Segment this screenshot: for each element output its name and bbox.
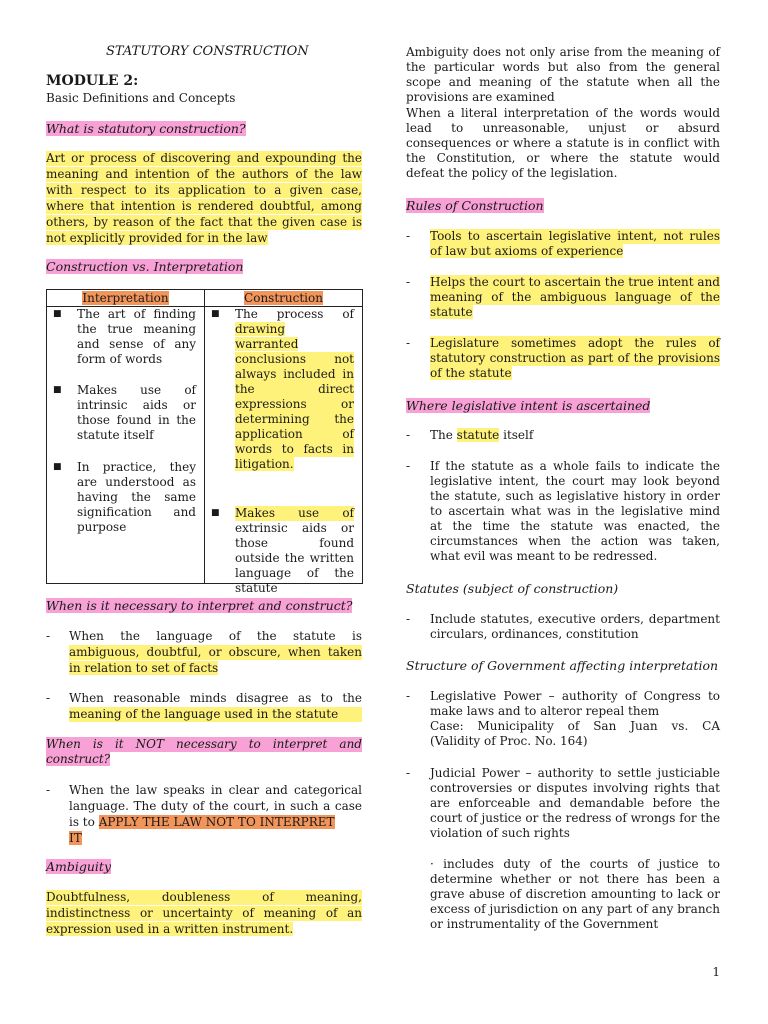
item-line: When the law speaks in clear and categorical: [69, 783, 362, 797]
emphasis-text: IT: [69, 831, 82, 845]
cell-line: determining the: [235, 412, 354, 426]
cell-line: drawing: [235, 322, 286, 336]
bullet-icon: ■: [53, 309, 62, 319]
cell-line: litigation.: [235, 457, 294, 471]
paragraph-line: scope and meaning of the statute when all the: [406, 75, 720, 89]
dash-bullet: -: [406, 336, 411, 350]
table-header-construction: Construction: [244, 291, 323, 305]
bullet-icon: ■: [211, 309, 220, 319]
item-line: When the language of the statute is: [69, 629, 362, 643]
heading-line: construct?: [46, 752, 111, 766]
paragraph-line: Ambiguity does not only arise from the meaning of: [406, 45, 720, 59]
item-line: meaning of the ambiguous language of the: [430, 290, 720, 304]
cell-line: warranted: [235, 337, 299, 351]
item-line: (Validity of Proc. No. 164): [430, 734, 588, 748]
item-line: Include statutes, executive orders, department: [430, 612, 720, 626]
cell-line: The art of finding: [77, 307, 196, 321]
item-line: court of justice or the redress of wrongs for the: [430, 811, 721, 825]
item-line: at the time the statute was enacted, the: [430, 519, 720, 533]
dash-bullet: -: [406, 459, 411, 473]
construction-cell: [205, 307, 362, 595]
item-line: the statute, such as legislative history in order: [430, 489, 720, 503]
cell-line: and sense of any: [77, 337, 196, 351]
cell-line: language of the: [235, 566, 354, 580]
dash-bullet: -: [406, 229, 411, 243]
cell-line: those found: [235, 536, 354, 550]
item-line: what evil was meant to be redressed.: [430, 549, 658, 563]
paragraph-line: consequences or where a statute is in conflict with: [406, 136, 720, 150]
item-line: violation of such rights: [430, 826, 570, 840]
item-line: make laws and to alteror repeal them: [430, 704, 660, 718]
construction-vs-interpretation-heading: Construction vs. Interpretation: [46, 259, 244, 274]
item-line: are enforceable and demandable before the: [430, 796, 720, 810]
cell-line: words to facts in: [235, 442, 354, 456]
rules-of-construction-heading: Rules of Construction: [406, 198, 544, 213]
cell-line: application of: [235, 427, 354, 441]
paragraph-line: lead to unreasonable, unjust or absurd: [406, 121, 720, 135]
module-subtitle: Basic Definitions and Concepts: [46, 91, 236, 105]
cell-line: conclusions not: [235, 352, 354, 366]
highlighted-word: statute: [456, 428, 500, 442]
item-line: of the statute: [430, 366, 512, 380]
cell-line: expressions or: [235, 397, 354, 411]
item-line: determine whether or not there has been a: [430, 872, 720, 886]
definition-line: others, by reason of the fact that the given case is: [46, 215, 362, 229]
definition-line: with respect to its application to a given case,: [46, 183, 362, 197]
item-line: When reasonable minds disagree as to the: [69, 691, 362, 705]
dash-bullet: -: [406, 689, 411, 703]
item-line: meaning of the language used in the statute: [69, 707, 362, 722]
item-line: Legislature sometimes adopt the rules of: [430, 336, 720, 350]
definition-line: Art or process of discovering and expounding the: [46, 151, 362, 165]
item-line: Tools to ascertain legislative intent, not rules: [430, 229, 720, 243]
paragraph-line: When a literal interpretation of the words would: [406, 106, 720, 120]
legislative-intent-heading: Where legislative intent is ascertained: [406, 398, 651, 413]
cell-line: The process of: [235, 307, 354, 321]
question-when-necessary: When is it necessary to interpret and construct?: [46, 598, 353, 613]
dash-bullet: -: [406, 428, 411, 442]
paragraph-line: provisions are examined: [406, 90, 555, 104]
cell-line: intrinsic aids or: [77, 398, 196, 412]
item-line: in relation to set of facts: [69, 661, 219, 675]
item-line: If the statute as a whole fails to indicate the: [430, 459, 720, 473]
item-line: controversies or disputes involving rights that: [430, 781, 720, 795]
bullet-icon: ■: [53, 385, 62, 395]
page-number: 1: [712, 965, 720, 979]
bullet-icon: ■: [53, 462, 62, 472]
item-line: circulars, ordinances, constitution: [430, 627, 639, 641]
module-heading: MODULE 2:: [46, 73, 139, 89]
dash-bullet: -: [406, 766, 411, 780]
paragraph-line: the Constitution, or where the statute would: [406, 151, 720, 165]
dash-bullet: -: [406, 612, 411, 626]
cell-line: those found in the: [77, 413, 196, 427]
comparison-table: [46, 289, 363, 595]
cell-line: Makes use of: [235, 506, 354, 520]
cell-line: statute itself: [77, 428, 154, 442]
item-line: legislative intent, the court may look beyond: [430, 474, 720, 488]
item-line: grave abuse of discretion amounting to lack or: [430, 887, 720, 901]
cell-line: the true meaning: [77, 322, 196, 336]
definition-line: indistinctness or uncertainty of meaning of an: [46, 906, 362, 920]
dash-bullet: -: [46, 783, 51, 797]
cell-line: having the same: [77, 490, 196, 504]
paragraph-line: defeat the policy of the legislation.: [406, 166, 618, 180]
ambiguity-heading: Ambiguity: [46, 859, 112, 874]
table-header-interpretation: Interpretation: [82, 291, 169, 305]
item-line: Helps the court to ascertain the true intent and: [430, 275, 720, 289]
item-line: Legislative Power – authority of Congress to: [430, 689, 720, 703]
item-line: or instrumentality of the Government: [430, 917, 659, 931]
definition-line: not explicitly provided for in the law: [46, 231, 268, 245]
item-line: ambiguous, doubtful, or obscure, when taken: [69, 645, 362, 659]
cell-line: outside the written: [235, 551, 354, 565]
item-line: Case: Municipality of San Juan vs. CA: [430, 719, 720, 733]
item-line: of law but axioms of experience: [430, 244, 624, 258]
item-line: excess of jurisdiction on any part of any branch: [430, 902, 720, 916]
cell-line: statute: [235, 581, 278, 595]
cell-line: signification and: [77, 505, 196, 519]
cell-line: form of words: [77, 352, 163, 366]
interpretation-cell: [47, 307, 204, 583]
item-line: is to: [69, 815, 95, 829]
item-line: language. The duty of the court, in such a case: [69, 799, 362, 813]
item-line: statutory construction as part of the provisions: [430, 351, 720, 365]
document-title: STATUTORY CONSTRUCTION: [106, 44, 309, 59]
dash-bullet: -: [406, 275, 411, 289]
cell-line: extrinsic aids or: [235, 521, 354, 535]
statutes-heading: Statutes (subject of construction): [406, 581, 619, 596]
item-line: statute: [430, 305, 473, 319]
cell-line: Makes use of: [77, 383, 196, 397]
cell-line: the direct: [235, 382, 354, 396]
cell-line: always included in: [235, 367, 354, 381]
heading-line: When is it NOT necessary to interpret and: [46, 737, 362, 751]
cell-line: In practice, they: [77, 460, 196, 474]
emphasis-text: APPLY THE LAW NOT TO INTERPRET: [98, 815, 335, 829]
question-statutory-construction: What is statutory construction?: [46, 121, 246, 136]
structure-government-heading: Structure of Government affecting interpretation: [406, 658, 719, 673]
item-line: · includes duty of the courts of justice to: [430, 857, 720, 871]
bullet-icon: ■: [211, 508, 220, 518]
item-line: Judicial Power – authority to settle justiciable: [430, 766, 720, 780]
dash-bullet: -: [46, 691, 51, 705]
definition-line: expression used in a written instrument.: [46, 922, 294, 936]
item-line: to ascertain what was in the legislative mind: [430, 504, 720, 518]
definition-line: where that intention is rendered doubtful, among: [46, 199, 362, 213]
paragraph-line: the particular words but also from the general: [406, 60, 720, 74]
item-line: circumstances when the action was taken,: [430, 534, 720, 548]
cell-line: purpose: [77, 520, 127, 534]
cell-line: are understood as: [77, 475, 196, 489]
definition-line: meaning and intention of the authors of the law: [46, 167, 362, 181]
dash-bullet: -: [46, 629, 51, 643]
definition-line: Doubtfulness, doubleness of meaning,: [46, 890, 362, 904]
